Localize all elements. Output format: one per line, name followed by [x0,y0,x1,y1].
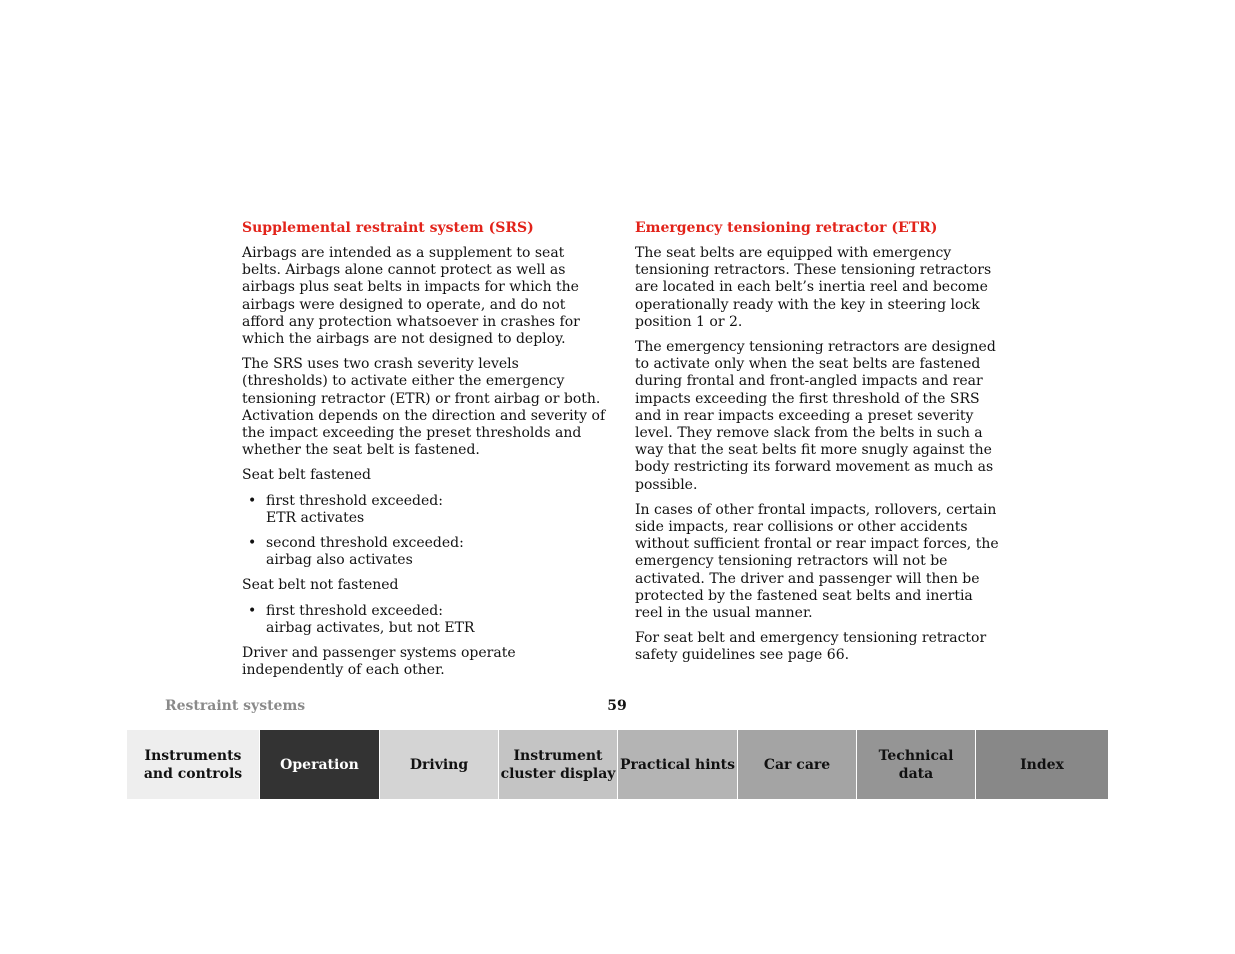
etr-paragraph-2: The emergency tensioning retractors are designed to activate only when the seat belts are fastened during frontal and front-angled impacts and rear impacts exceeding the first threshold of the SRS and in rear impacts exceeding a preset severity level. They remove slack from the belts in such a way that the seat belts fit more snugly against the body restricting its forward movement as much as possible. [635,339,996,493]
list-item-line-1: second threshold exceeded: [266,535,464,552]
tab-driving[interactable]: Driving [379,730,498,799]
tab-instruments-and-controls[interactable]: Instruments and controls [127,730,259,799]
bullet-icon: • [248,535,257,552]
tab-technical-data[interactable]: Technical data [856,730,975,799]
not-fastened-list [242,603,607,637]
tab-index[interactable]: Index [975,730,1108,799]
list-item-line-2: airbag activates, but not ETR [266,619,475,636]
list-item-line-2: airbag also activates [266,552,413,569]
chapter-nav [127,730,1108,799]
fastened-list [242,493,607,570]
srs-paragraph-3: Driver and passenger systems operate independently of each other. [242,645,516,679]
tab-operation[interactable]: Operation [259,730,379,799]
tab-car-care[interactable]: Car care [737,730,856,799]
etr-paragraph-4: For seat belt and emergency tensioning retractor safety guidelines see page 66. [635,630,987,664]
list-item [242,535,607,569]
list-item [242,493,607,527]
list-item-line-2: ETR activates [266,509,365,526]
etr-column [635,219,1000,673]
list-item-line-1: first threshold exceeded: [266,602,443,619]
list-item-line-1: first threshold exceeded: [266,492,443,509]
etr-paragraph-3: In cases of other frontal impacts, rollovers, certain side impacts, rear collisions or other accidents without sufficient frontal or rear impact forces, the emergency tensioning retractors will not be activated. The driver and passenger will then be protected by the fastened seat belts and inertia reel in the usual manner. [635,501,999,622]
srs-heading: Supplemental restraint system (SRS) [242,220,534,236]
srs-paragraph-2: The SRS uses two crash severity levels (thresholds) to activate either the emergency tensioning retractor (ETR) or front airbag or both. Activation depends on the direction and severity of the impact exceeding the preset thresholds and whether the seat belt is fastened. [242,356,606,459]
etr-paragraph-1: The seat belts are equipped with emergency tensioning retractors. These tensioning retractors are located in each belt’s inertia reel and become operationally ready with the key in steering lock position 1 or 2. [635,245,992,330]
tab-instrument-cluster-display[interactable]: Instrument cluster display [498,730,617,799]
srs-column [242,219,607,687]
tab-practical-hints[interactable]: Practical hints [617,730,737,799]
section-title: Restraint systems [165,698,306,714]
seat-belt-fastened-label: Seat belt fastened [242,467,371,484]
srs-paragraph-1: Airbags are intended as a supplement to seat belts. Airbags alone cannot protect as well as airbags plus seat belts in impacts for which the airbags were designed to operate, and do not afford any protection whatsoever in crashes for which the airbags are not designed to deploy. [242,245,580,348]
page-number: 59 [607,698,627,714]
list-item [242,603,607,637]
bullet-icon: • [248,492,257,509]
etr-heading: Emergency tensioning retractor (ETR) [635,220,938,236]
seat-belt-not-fastened-label: Seat belt not fastened [242,577,399,594]
bullet-icon: • [248,602,257,619]
